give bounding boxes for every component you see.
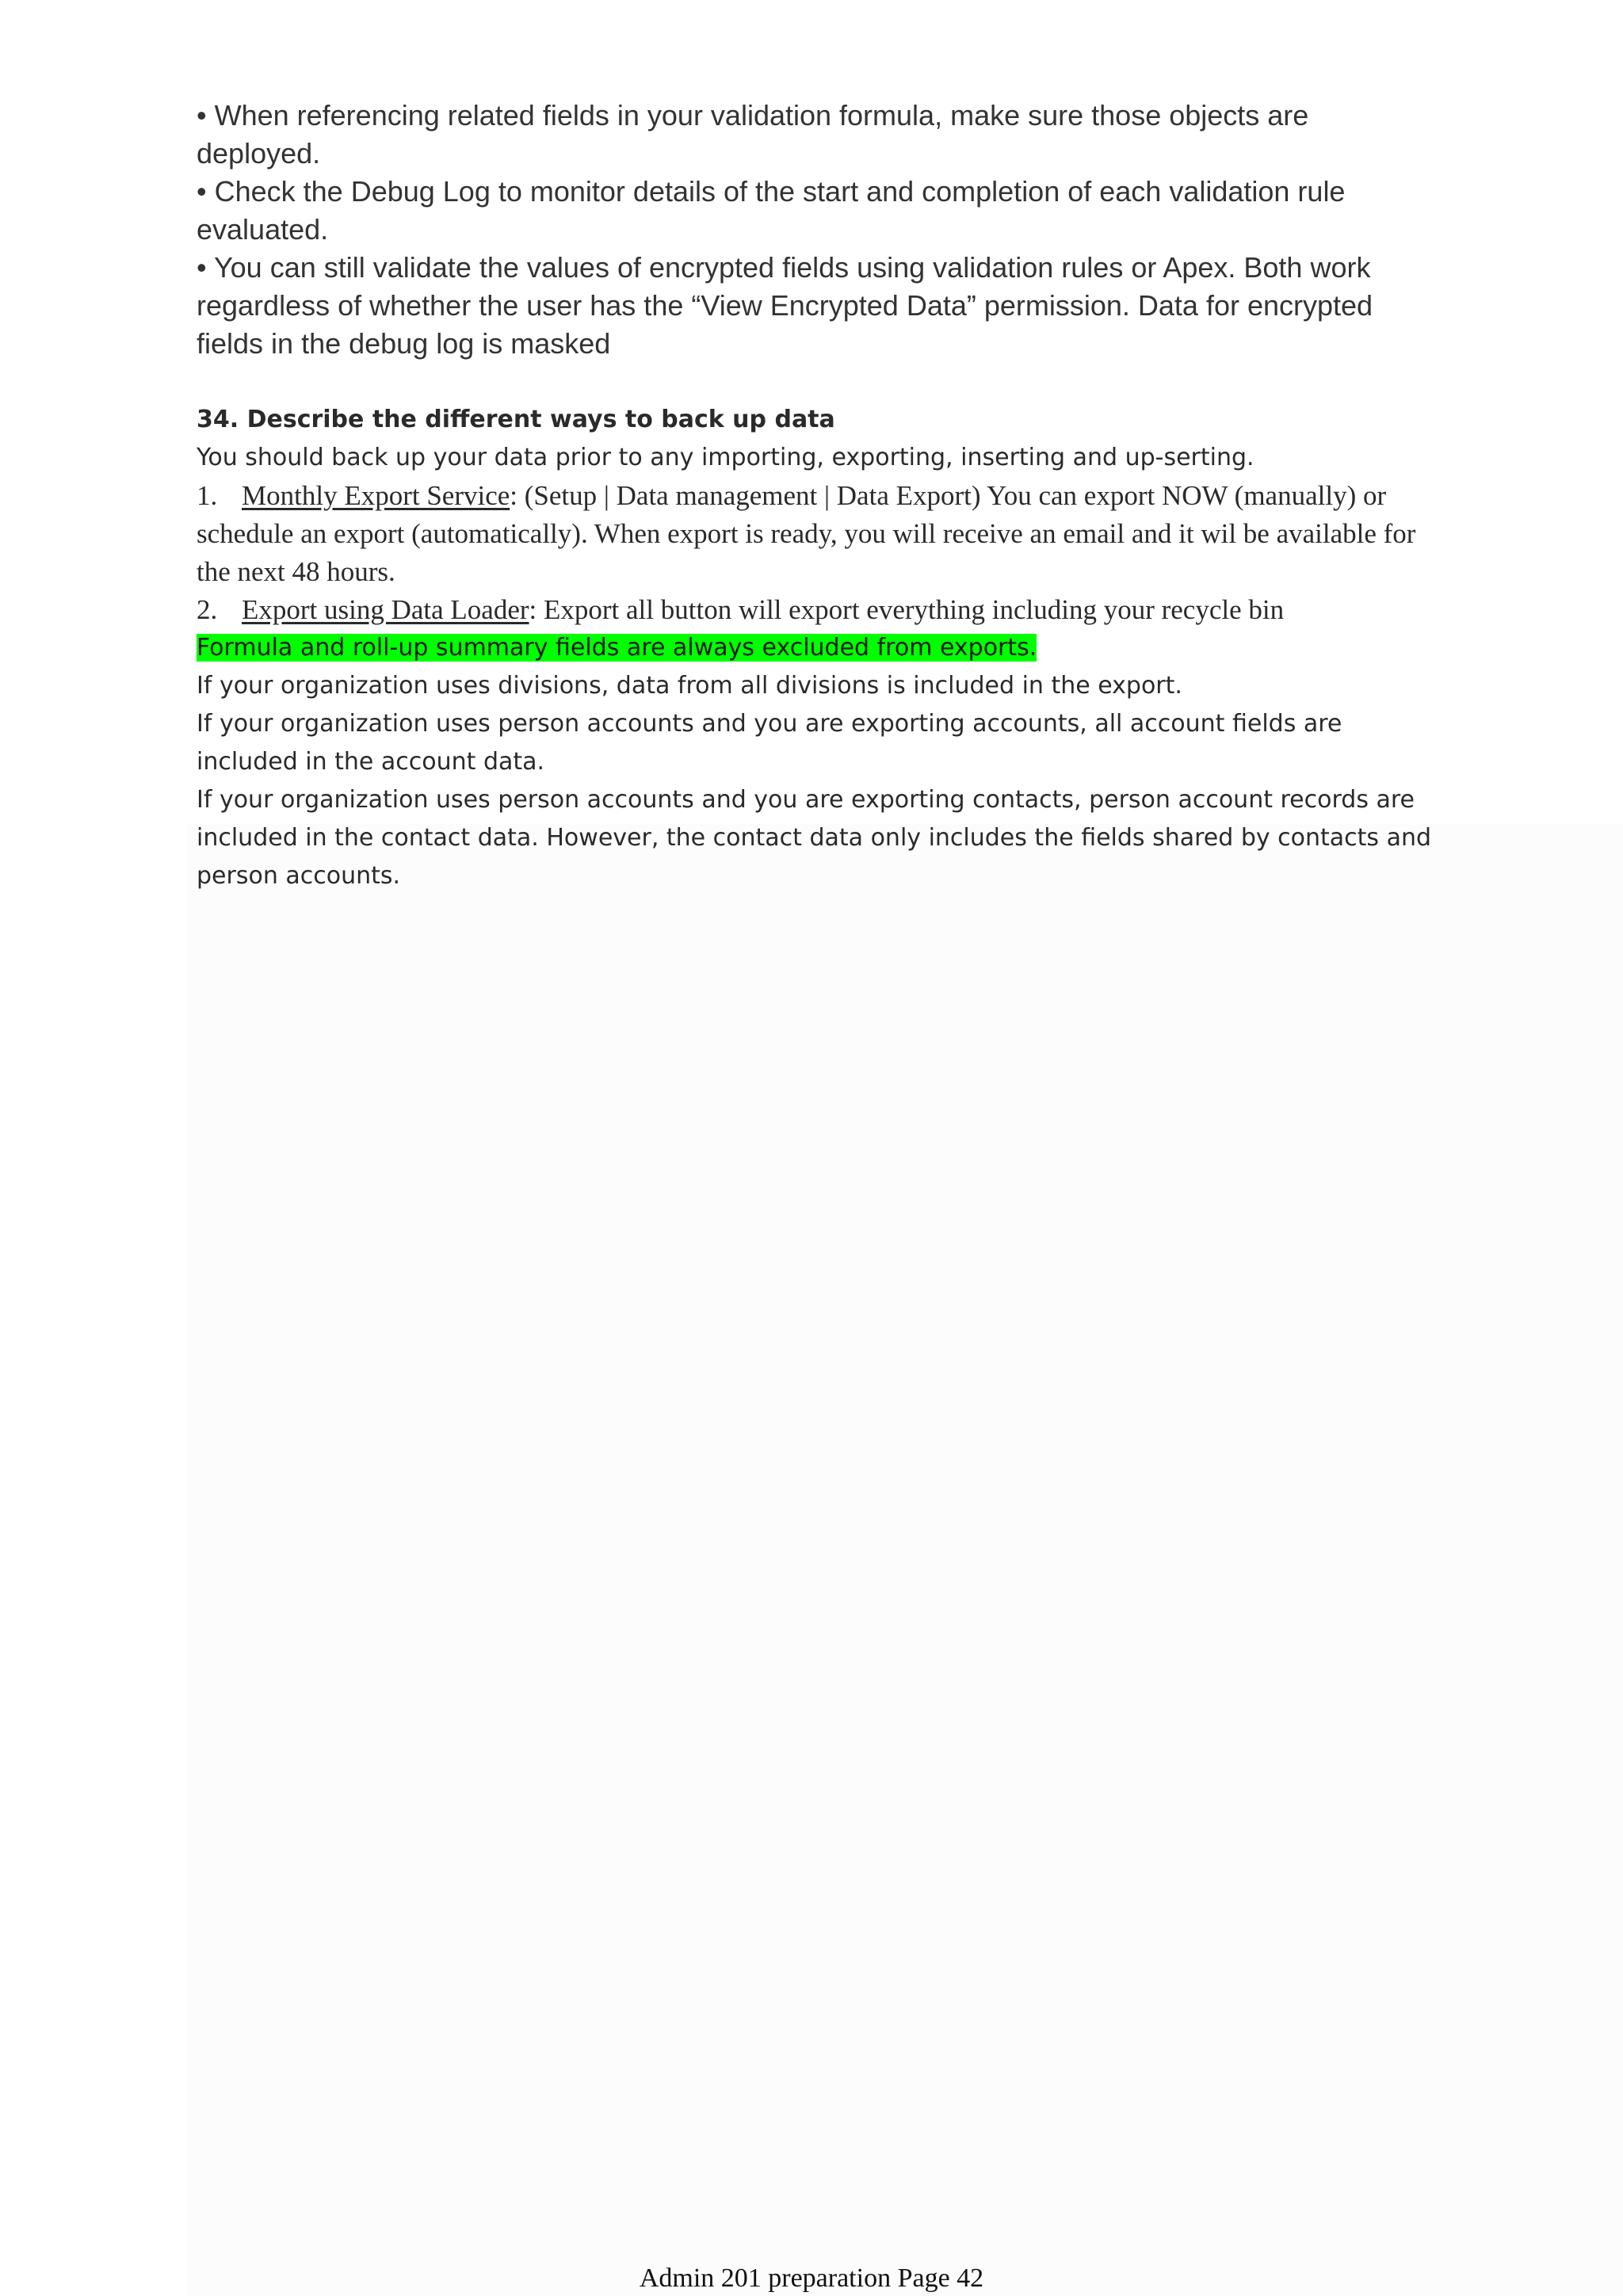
monthly-export-link[interactable]: Monthly Export Service (242, 480, 510, 511)
section-heading: 34. Describe the different ways to back up data (197, 406, 835, 433)
backup-section (197, 401, 1433, 895)
page-footer: Admin 201 preparation Page 42 (639, 2264, 984, 2293)
note-person-contacts: If your organization uses person accounts and you are exporting contacts, person account records are included in the contact data. However, the contact data only includes the fields shared by contacts and person accounts. (197, 786, 1432, 890)
section-intro: You should back up your data prior to any importing, exporting, inserting and up-serting. (197, 444, 1254, 471)
note-person-accounts: If your organization uses person accounts and you are exporting accounts, all account fields are included in the account data. (197, 710, 1342, 776)
validation-tips-list (197, 97, 1433, 363)
highlighted-note: Formula and roll-up summary fields are always excluded from exports. (197, 634, 1037, 662)
bullet-debug-log: • Check the Debug Log to monitor details of the start and completion of each validation rule evaluated. (197, 175, 1346, 246)
page-shade (187, 824, 1623, 2296)
bullet-encrypted-fields: • You can still validate the values of encrypted fields using validation rules or Apex. Both work regardless of whether the user has the “View Encrypted Data” permission. Data for encrypted fields in the debug log is masked (197, 251, 1373, 360)
item-monthly-export (197, 477, 1433, 591)
highlighted-note-line (197, 629, 1433, 667)
document-page (197, 97, 1433, 895)
data-loader-link[interactable]: Export using Data Loader (242, 594, 529, 625)
bullet-related-fields: • When referencing related fields in your validation formula, make sure those objects are deployed. (197, 99, 1309, 170)
item-text: : Export all button will export everything including your recycle bin (529, 594, 1285, 625)
item-data-loader (197, 591, 1433, 629)
item-text: : (Setup | Data management | Data Export) You can export NOW (manually) or schedule an export (automatically). When export is ready, you will receive an email and it wil be available for the next 48 hours. (197, 480, 1416, 587)
item-number: 2. (197, 594, 218, 625)
item-number: 1. (197, 480, 218, 511)
note-divisions: If your organization uses divisions, data from all divisions is included in the export. (197, 672, 1182, 700)
